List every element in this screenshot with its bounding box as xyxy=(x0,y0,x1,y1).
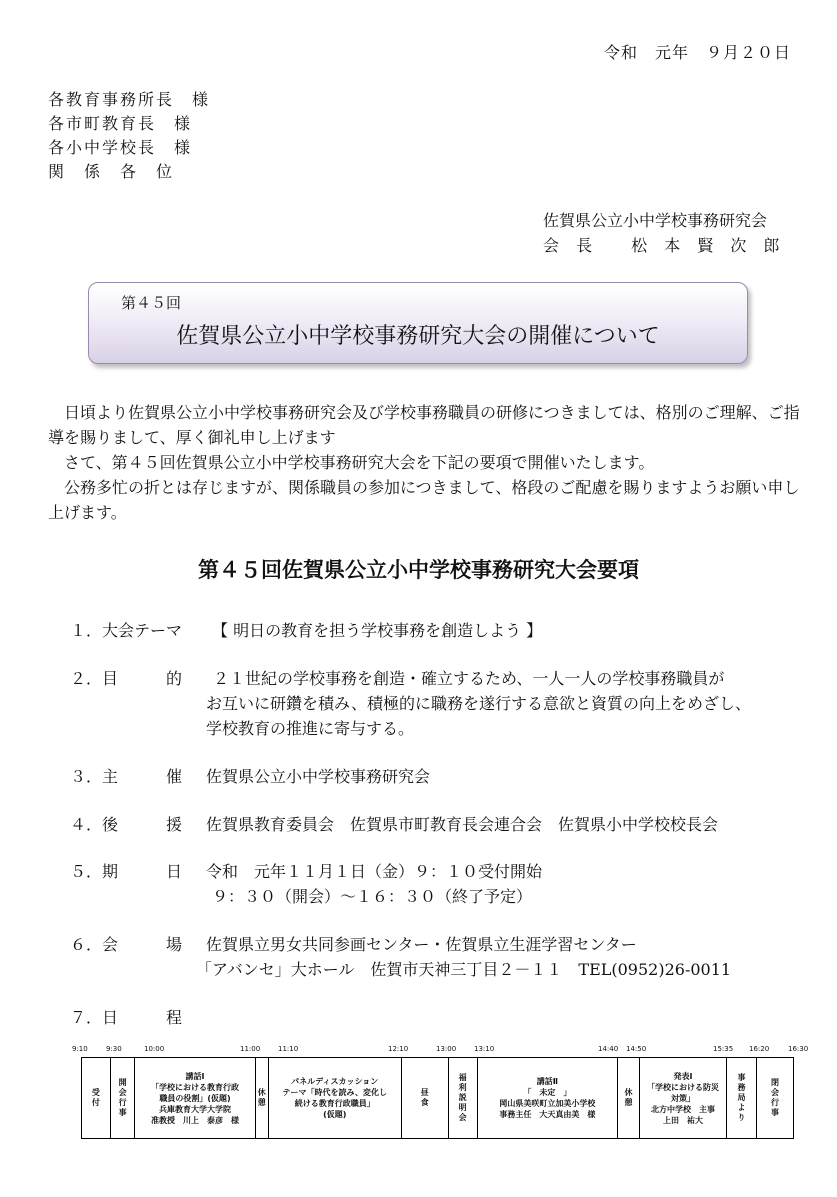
schedule-cell-lecture-1: 講話Ⅰ 「学校における教育行政 職員の役割」(仮題) 兵庫教育大学大学院 准教授 川上 泰彦 様 xyxy=(135,1058,255,1139)
item-value-line: 佐賀県立男女共同参画センター・佐賀県立生涯学習センター xyxy=(206,935,637,954)
time-label: 10:00 xyxy=(144,1045,165,1053)
recipients-list xyxy=(48,88,210,184)
schedule-cell-break: 休憩 xyxy=(255,1058,268,1139)
time-label: 14:50 xyxy=(626,1045,647,1053)
body-paragraph: さて、第４５回佐賀県公立小中学校事務研究大会を下記の要項で開催いたします。 xyxy=(64,453,655,472)
schedule-cell-lunch: 昼食 xyxy=(401,1058,448,1139)
item-value: 佐賀県教育委員会 佐賀県市町教育長会連合会 佐賀県小中学校校長会 xyxy=(206,815,719,834)
time-label: 13:00 xyxy=(436,1045,457,1053)
outline-item-date xyxy=(70,859,542,909)
outline-item-support xyxy=(70,812,718,837)
time-label: 11:00 xyxy=(240,1045,261,1053)
schedule-times xyxy=(72,1045,812,1057)
body-paragraph: 公務多忙の折とは存じますが、関係職員の参加につきまして、格段のご配慮を賜りますようお願い申し上げます。 xyxy=(48,478,800,522)
time-label: 9:10 xyxy=(72,1045,88,1053)
item-label: ３．主 催 xyxy=(70,767,183,786)
schedule-cell-opening: 開会行事 xyxy=(110,1058,135,1139)
outline-item-organizer xyxy=(70,764,430,789)
item-value-group xyxy=(196,932,732,982)
time-label: 11:10 xyxy=(278,1045,299,1053)
item-label: ６．会 場 xyxy=(70,935,183,954)
title-edition: 第４５回 xyxy=(121,294,182,312)
outline-item-schedule xyxy=(70,1005,206,1030)
document-title: 佐賀県公立小中学校事務研究大会の開催について xyxy=(176,324,660,349)
title-box xyxy=(88,282,748,364)
item-value-line: お互いに研鑽を積み、積極的に職務を遂行する意欲と資質の向上をめざし、 xyxy=(206,694,751,713)
item-value-group xyxy=(206,859,542,909)
outline-item-venue xyxy=(70,932,731,982)
sender-president: 会 長 松 本 賢 次 郎 xyxy=(543,236,786,255)
schedule-table xyxy=(81,1057,794,1139)
item-label: ４．後 援 xyxy=(70,815,183,834)
item-value: 佐賀県公立小中学校事務研究会 xyxy=(206,767,431,786)
time-label: 9:30 xyxy=(106,1045,122,1053)
time-label: 14:40 xyxy=(598,1045,619,1053)
outline-item-theme xyxy=(70,618,542,643)
item-label: ２．目 的 xyxy=(70,669,183,688)
item-label: ５．期 日 xyxy=(70,862,183,881)
recipient: 各教育事務所長 様 xyxy=(48,90,211,109)
item-value-line: ２１世紀の学校事務を創造・確立するため、一人一人の学校事務職員が xyxy=(213,669,725,688)
schedule-cell-reception: 受付 xyxy=(82,1058,111,1139)
time-label: 16:20 xyxy=(749,1045,770,1053)
sender-org: 佐賀県公立小中学校事務研究会 xyxy=(543,211,768,230)
schedule-cell-secretariat: 事務局より xyxy=(727,1058,757,1139)
item-label: １．大会テーマ xyxy=(70,621,183,640)
time-label: 16:30 xyxy=(788,1045,809,1053)
document-date: 令和 元年 ９月２０日 xyxy=(603,43,791,62)
time-label: 13:10 xyxy=(474,1045,495,1053)
item-value: 【 明日の教育を担う学校事務を創造しよう 】 xyxy=(212,621,543,640)
schedule-cell-welfare: 福利説明会 xyxy=(448,1058,477,1139)
schedule-cell-panel: パネルディスカッション テーマ「時代を読み、変化し 続ける教育行政職員」 (仮題) xyxy=(268,1058,401,1139)
sender-block xyxy=(543,208,786,258)
recipient: 各小中学校長 様 xyxy=(48,138,193,157)
section-heading: 第４５回佐賀県公立小中学校事務研究大会要項 xyxy=(198,558,639,582)
time-label: 15:35 xyxy=(713,1045,734,1053)
schedule-cell-lecture-2: 講話Ⅱ 「 未定 」 岡山県美咲町立加美小学校 事務主任 大天真由美 様 xyxy=(477,1058,618,1139)
item-value-line: 令和 元年１１月１日（金）９：１０受付開始 xyxy=(206,862,543,881)
body-text xyxy=(48,400,800,525)
recipient: 各市町教育長 様 xyxy=(48,114,193,133)
schedule-cell-presentation: 発表Ⅰ 「学校における防災 対策」 北方中学校 主事 上田 祐大 xyxy=(639,1058,726,1139)
item-value-group xyxy=(206,666,751,741)
schedule-cell-break: 休憩 xyxy=(618,1058,640,1139)
time-label: 12:10 xyxy=(388,1045,409,1053)
item-label: ７．日 程 xyxy=(70,1008,183,1027)
schedule-row xyxy=(82,1058,794,1139)
recipient: 関 係 各 位 xyxy=(48,162,175,181)
outline-item-purpose xyxy=(70,666,751,741)
body-paragraph: 日頃より佐賀県公立小中学校事務研究会及び学校事務職員の研修につきましては、格別のご理解、ご指導を賜りまして、厚く御礼申し上げます xyxy=(48,403,800,447)
item-value-line: 学校教育の推進に寄与する。 xyxy=(206,719,415,738)
item-value-line: ９：３０（開会）～１６：３０（終了予定） xyxy=(212,887,533,906)
schedule-timeline xyxy=(72,1045,812,1125)
item-value-line: 「アバンセ」大ホール 佐賀市天神三丁目２－１１ TEL(0952)26-0011 xyxy=(196,960,732,979)
schedule-cell-closing: 閉会行事 xyxy=(756,1058,793,1139)
